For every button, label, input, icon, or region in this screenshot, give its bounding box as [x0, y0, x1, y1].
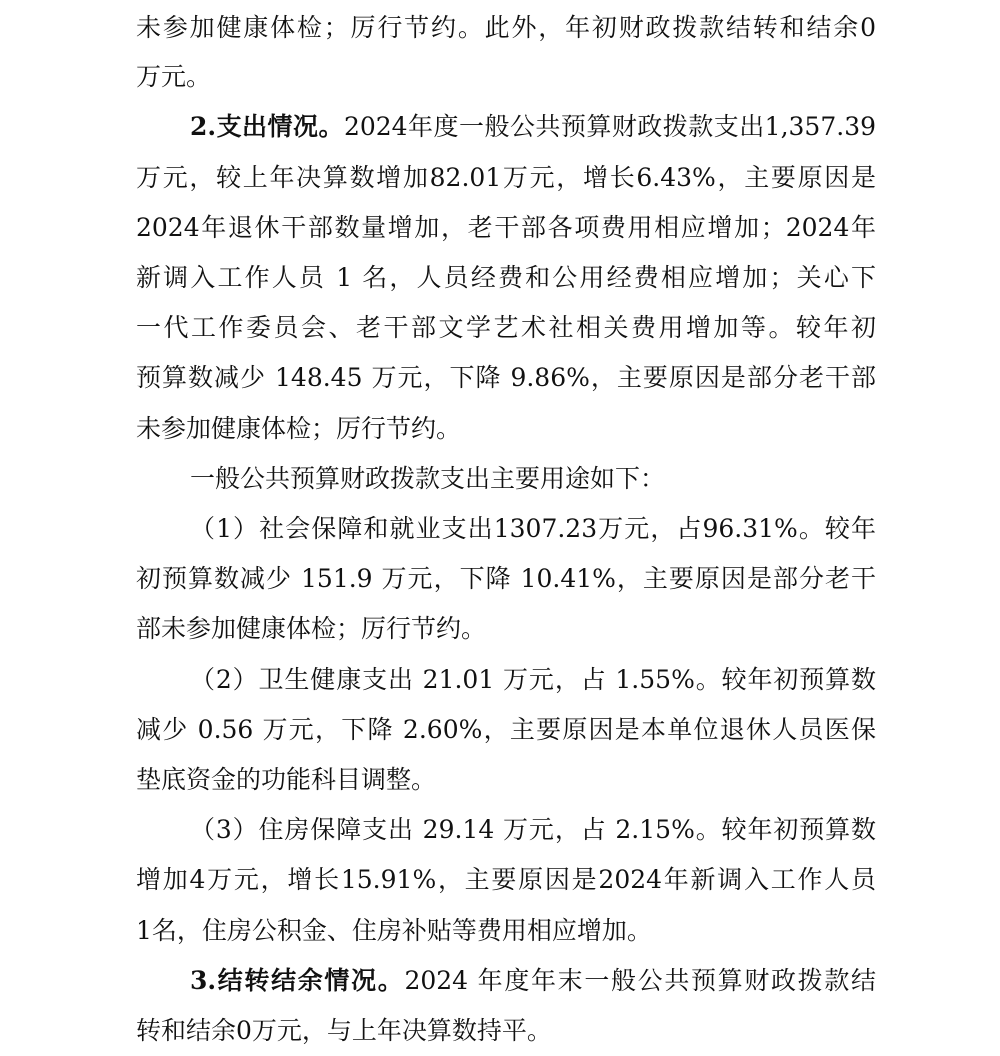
- line-text: 一般公共预算财政拨款支出主要用途如下：: [190, 464, 666, 493]
- paragraph-line: [136, 559, 876, 599]
- paragraph-line: [190, 459, 876, 499]
- paragraph-line: [136, 1011, 876, 1051]
- paragraph-line: [136, 8, 876, 48]
- paragraph-line: [136, 760, 876, 800]
- paragraph-line: [136, 158, 876, 198]
- line-text: 2024年退休干部数量增加，老干部各项费用相应增加；2024年: [136, 213, 876, 242]
- line-text: 1名，住房公积金、住房补贴等费用相应增加。: [136, 916, 652, 945]
- paragraph-line: [136, 258, 876, 298]
- line-text: 垫底资金的功能科目调整。: [136, 765, 437, 794]
- paragraph-line: [136, 609, 876, 649]
- line-text: 2024 年度年末一般公共预算财政拨款结: [404, 966, 876, 995]
- paragraph-line: [136, 208, 876, 248]
- line-text: 初预算数减少 151.9 万元，下降 10.41%，主要原因是部分老干: [136, 564, 876, 593]
- paragraph-line: [136, 860, 876, 900]
- paragraph-line: [190, 810, 876, 850]
- paragraph-line: [136, 57, 876, 97]
- section-heading-line: [190, 961, 876, 1001]
- paragraph-line: [136, 308, 876, 348]
- line-text: （1）社会保障和就业支出1307.23万元，占96.31%。较年: [190, 514, 876, 543]
- line-text: 部未参加健康体检；厉行节约。: [136, 614, 487, 643]
- paragraph-line: [136, 358, 876, 398]
- line-text: 一代工作委员会、老干部文学艺术社相关费用增加等。较年初: [136, 313, 876, 342]
- paragraph-line: [136, 409, 876, 449]
- line-text: 未参加健康体检；厉行节约。此外，年初财政拨款结转和结余0: [136, 13, 876, 42]
- paragraph-line: [136, 710, 876, 750]
- line-text: （3）住房保障支出 29.14 万元，占 2.15%。较年初预算数: [190, 815, 876, 844]
- paragraph-line: [190, 509, 876, 549]
- section-heading-carryover: 3.结转结余情况。: [190, 966, 405, 995]
- line-text: 预算数减少 148.45 万元，下降 9.86%，主要原因是部分老干部: [136, 363, 876, 392]
- paragraph-line: [190, 660, 876, 700]
- line-text: 万元。: [136, 62, 212, 91]
- line-text: 增加4万元，增长15.91%，主要原因是2024年新调入工作人员: [136, 865, 876, 894]
- paragraph-line: [136, 911, 876, 951]
- section-heading-expenditure: 2.支出情况。: [190, 112, 344, 141]
- document-page: [136, 0, 876, 1056]
- line-text: （2）卫生健康支出 21.01 万元，占 1.55%。较年初预算数: [190, 665, 876, 694]
- line-text: 新调入工作人员 1 名，人员经费和公用经费相应增加；关心下: [136, 263, 876, 292]
- line-text: 减少 0.56 万元，下降 2.60%，主要原因是本单位退休人员医保: [136, 715, 876, 744]
- line-text: 2024年度一般公共预算财政拨款支出1,357.39: [343, 112, 877, 141]
- line-text: 万元，较上年决算数增加82.01万元，增长6.43%，主要原因是: [136, 163, 876, 192]
- line-text: 未参加健康体检；厉行节约。: [136, 414, 462, 443]
- section-heading-line: [190, 107, 876, 147]
- line-text: 转和结余0万元，与上年决算数持平。: [136, 1016, 552, 1045]
